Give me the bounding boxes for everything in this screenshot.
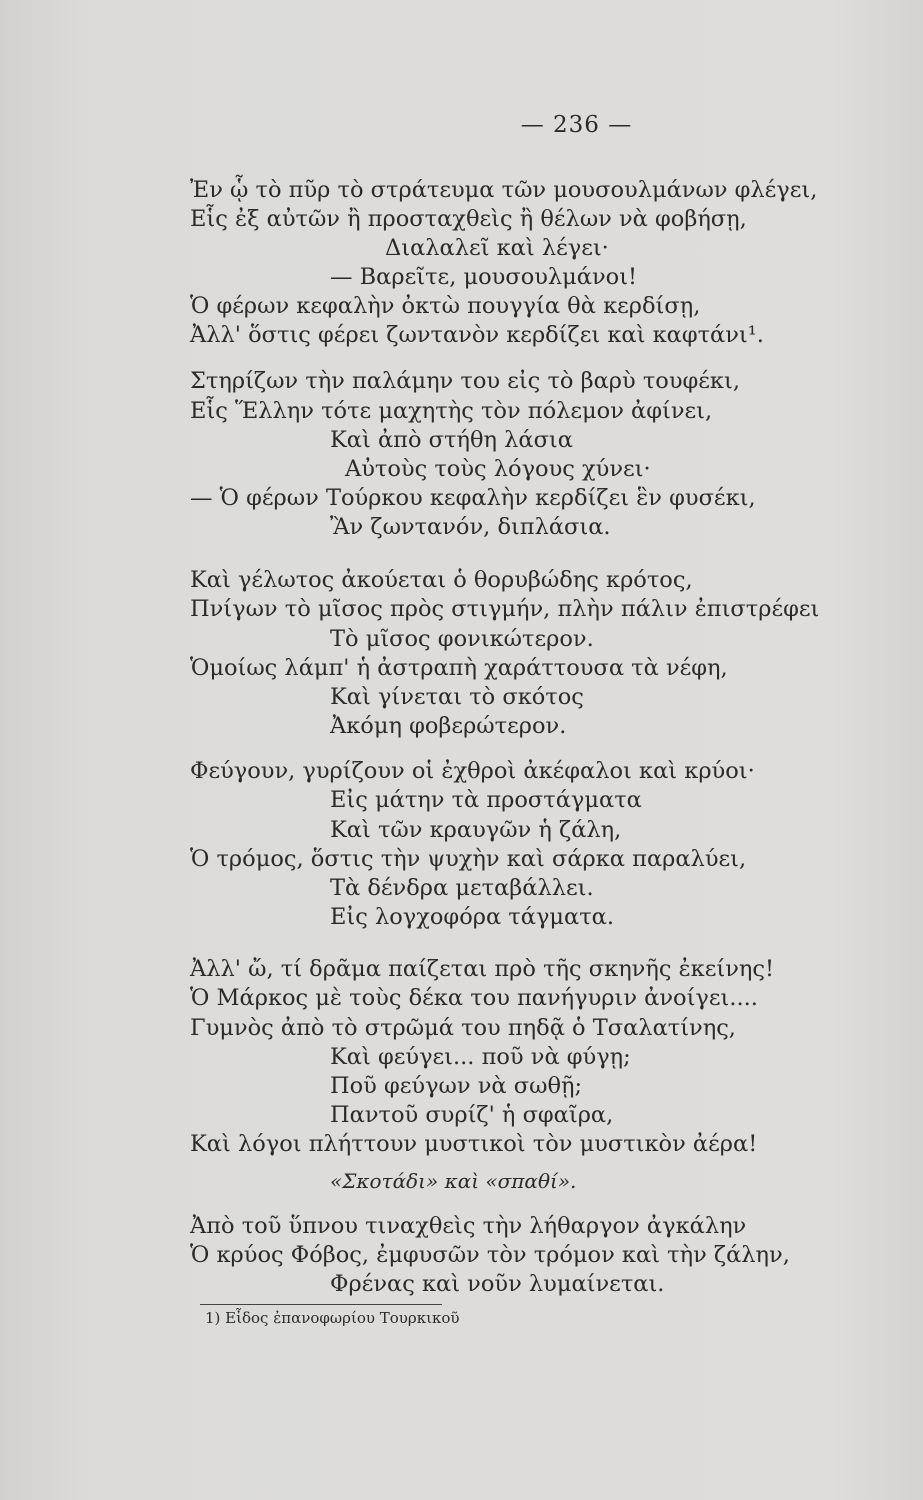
verse-line: Ἐν ᾧ τὸ πῦρ τὸ στράτευμα τῶν μουσουλμάνων φλέγει,	[190, 177, 818, 203]
verse-line: Εἰς λογχοφόρα τάγματα.	[330, 904, 615, 930]
verse-line: Τὸ μῖσος φονικώτερον.	[330, 626, 594, 652]
verse-line: Ὁ κρύος Φόβος, ἐμφυσῶν τὸν τρόμον καὶ τὴν ζάλην,	[190, 1242, 790, 1268]
footnote-rule	[200, 1304, 442, 1305]
verse-line: Ὁ Μάρκος μὲ τοὺς δέκα του πανήγυριν ἀνοίγει....	[190, 985, 758, 1011]
verse-line: — Βαρεῖτε, μουσουλμάνοι!	[330, 264, 638, 290]
page-number: — 236 —	[520, 112, 633, 138]
verse-line: Καὶ λόγοι πλήττουν μυστικοὶ τὸν μυστικὸν ἀέρα!	[190, 1131, 758, 1157]
footnote: 1) Εἶδος ἐπανοφωρίου Τουρκικοῦ	[205, 1309, 460, 1327]
verse-line: Τὰ δένδρα μεταβάλλει.	[330, 875, 594, 901]
verse-line: Ὁμοίως λάμπ' ἡ ἀστραπὴ χαράττουσα τὰ νέφη,	[190, 655, 728, 681]
verse-line: Φρένας καὶ νοῦν λυμαίνεται.	[330, 1271, 665, 1297]
verse-line: Πνίγων τὸ μῖσος πρὸς στιγμήν, πλὴν πάλιν ἐπιστρέφει	[190, 596, 820, 622]
verse-line: Καὶ τῶν κραυγῶν ἡ ζάλη,	[330, 817, 622, 843]
verse-line: Καὶ γίνεται τὸ σκότος	[330, 684, 584, 710]
verse-line: Ἀλλ' ὤ, τί δρᾶμα παίζεται πρὸ τῆς σκηνῆς ἐκείνης!	[190, 956, 775, 982]
verse-line: Ἂν ζωντανόν, διπλάσια.	[330, 514, 611, 540]
verse-line: Παντοῦ συρίζ' ἡ σφαῖρα,	[330, 1102, 614, 1128]
verse-line: Στηρίζων τὴν παλάμην του εἰς τὸ βαρὺ τουφέκι,	[190, 368, 740, 394]
verse-line: Καὶ ἀπὸ στήθη λάσια	[330, 427, 573, 453]
verse-line: Εἷς ἐξ αὐτῶν ἢ προσταχθεὶς ἢ θέλων νὰ φοβήσῃ,	[190, 206, 747, 232]
verse-line: — Ὁ φέρων Τούρκου κεφαλὴν κερδίζει ἓν φυσέκι,	[190, 485, 756, 511]
verse-line: Ἀλλ' ὅστις φέρει ζωντανὸν κερδίζει καὶ καφτάνι¹.	[190, 322, 764, 348]
verse-line: Ἀπὸ τοῦ ὕπνου τιναχθεὶς τὴν λήθαργον ἀγκάλην	[190, 1213, 747, 1239]
verse-line: Ὁ τρόμος, ὅστις τὴν ψυχὴν καὶ σάρκα παραλύει,	[190, 846, 747, 872]
italic-refrain: «Σκοτάδι» καὶ «σπαθί».	[330, 1169, 577, 1193]
verse-line: Γυμνὸς ἀπὸ τὸ στρῶμά του πηδᾷ ὁ Τσαλατίνης,	[190, 1015, 736, 1041]
verse-line: Ἀκόμη φοβερώτερον.	[330, 713, 567, 739]
verse-line: Ὁ φέρων κεφαλὴν ὀκτὼ πουγγία θὰ κερδίσῃ,	[190, 293, 701, 319]
verse-line: Εἰς μάτην τὰ προστάγματα	[330, 787, 642, 813]
verse-line: Ποῦ φεύγων νὰ σωθῇ;	[330, 1073, 583, 1099]
verse-line: Διαλαλεῖ καὶ λέγει·	[385, 235, 609, 261]
verse-line: Αὐτοὺς τοὺς λόγους χύνει·	[345, 456, 651, 482]
verse-line: Καὶ γέλωτος ἀκούεται ὁ θορυβώδης κρότος,	[190, 567, 693, 593]
verse-line: Εἷς Ἕλλην τότε μαχητὴς τὸν πόλεμον ἀφίνει,	[190, 398, 713, 424]
verse-line: Καὶ φεύγει... ποῦ νὰ φύγῃ;	[330, 1044, 631, 1070]
verse-line: Φεύγουν, γυρίζουν οἱ ἐχθροὶ ἀκέφαλοι καὶ κρύοι·	[190, 758, 755, 784]
